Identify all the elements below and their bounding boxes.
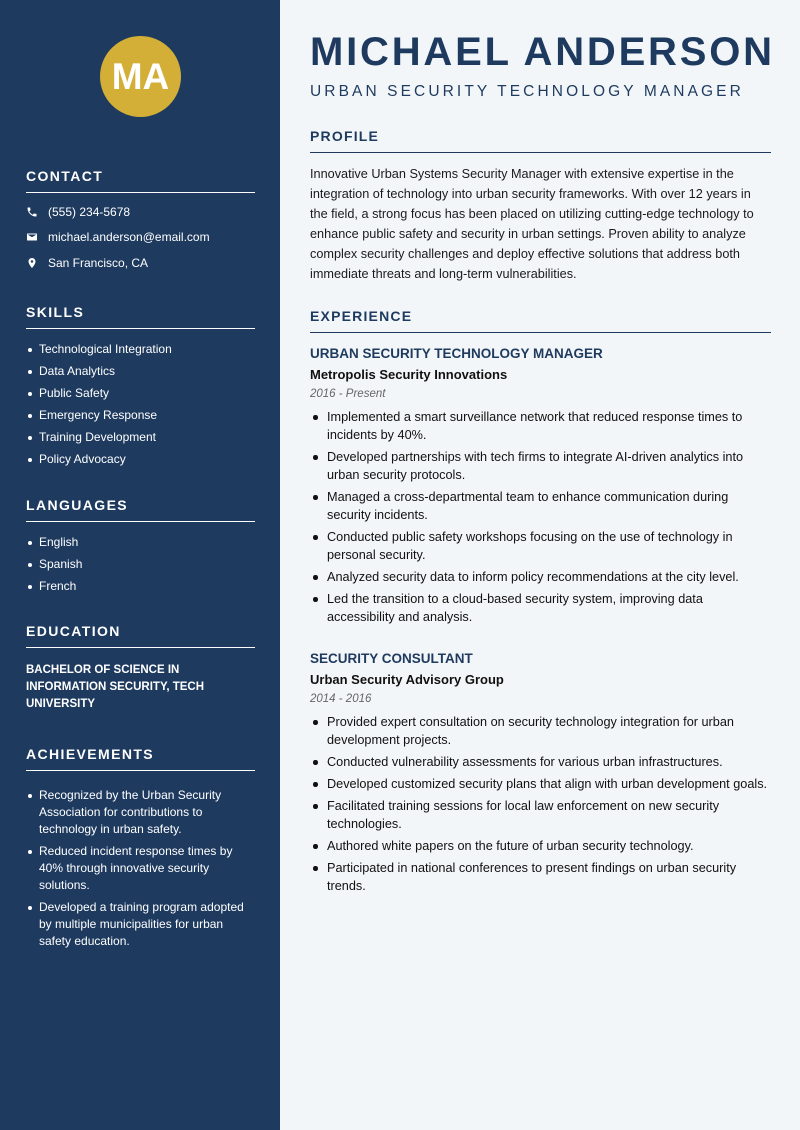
experience-heading: EXPERIENCE (310, 308, 771, 333)
job-entry (310, 346, 771, 630)
job-title: SECURITY CONSULTANT (310, 651, 473, 666)
job-bullet: Authored white papers on the future of urban security technology. (310, 837, 771, 855)
avatar-initials: MA (111, 55, 170, 97)
experience-section (310, 308, 771, 333)
location-text: San Francisco, CA (48, 255, 149, 270)
sidebar (0, 0, 280, 1130)
email-text[interactable]: michael.anderson@email.com (48, 230, 210, 245)
contact-section (26, 168, 255, 276)
job-bullet: Managed a cross-departmental team to enhance communication during security incidents. (310, 488, 771, 524)
job-bullet: Participated in national conferences to present findings on urban security trends. (310, 859, 771, 895)
education-heading: EDUCATION (26, 623, 255, 648)
job-bullet: Implemented a smart surveillance network that reduced response times to incidents by 40%. (310, 408, 771, 444)
job-bullet: Analyzed security data to inform policy recommendations at the city level. (310, 568, 771, 586)
skill-item: Technological Integration (26, 341, 255, 358)
job-bullet: Conducted public safety workshops focusing on the use of technology in personal security. (310, 528, 771, 564)
skill-item: Policy Advocacy (26, 451, 255, 468)
location-pin-icon (26, 257, 38, 269)
phone-icon (26, 206, 38, 218)
job-bullet: Provided expert consultation on security technology integration for urban development projects. (310, 713, 771, 749)
candidate-name: MICHAEL ANDERSON (310, 30, 775, 74)
languages-section (26, 497, 255, 600)
contact-email (26, 225, 255, 251)
achievement-item: Recognized by the Urban Security Association for contributions to technology in urban safety. (26, 787, 255, 838)
skill-item: Training Development (26, 429, 255, 446)
profile-text: Innovative Urban Systems Security Manager with extensive expertise in the integration of technology into urban security frameworks. With over 12 years in the field, a strong focus has been placed on utilizing cutting-edge technology to enhance public safety and security in urban settings. Proven ability to analyze complex security challenges and deploy effective solutions that address both immediate threats and long-term vulnerabilities. (310, 167, 754, 281)
contact-phone (26, 199, 255, 225)
language-item: French (26, 578, 255, 595)
achievements-section (26, 746, 255, 955)
job-dates: 2016 - Present (310, 388, 386, 400)
contact-location (26, 250, 255, 276)
skill-item: Data Analytics (26, 363, 255, 380)
contact-heading: CONTACT (26, 168, 255, 193)
achievements-heading: ACHIEVEMENTS (26, 746, 255, 771)
profile-heading: PROFILE (310, 128, 771, 153)
job-bullet: Developed customized security plans that align with urban development goals. (310, 775, 771, 793)
skill-item: Public Safety (26, 385, 255, 402)
languages-heading: LANGUAGES (26, 497, 255, 522)
skills-heading: SKILLS (26, 304, 255, 329)
education-section (26, 623, 255, 713)
email-icon (26, 231, 38, 243)
job-title: URBAN SECURITY TECHNOLOGY MANAGER (310, 346, 603, 361)
candidate-role: URBAN SECURITY TECHNOLOGY MANAGER (310, 83, 744, 100)
achievement-item: Developed a training program adopted by multiple municipalities for urban safety education. (26, 899, 255, 950)
job-bullet: Conducted vulnerability assessments for various urban infrastructures. (310, 753, 771, 771)
job-entry (310, 651, 771, 899)
achievement-item: Reduced incident response times by 40% through innovative security solutions. (26, 843, 255, 894)
job-company: Metropolis Security Innovations (310, 367, 508, 382)
profile-section (310, 128, 771, 284)
skills-section (26, 304, 255, 473)
job-bullet: Facilitated training sessions for local law enforcement on new security technologies. (310, 797, 771, 833)
avatar (100, 36, 181, 117)
job-dates: 2014 - 2016 (310, 693, 372, 705)
language-item: English (26, 534, 255, 551)
job-bullet: Developed partnerships with tech firms to integrate AI-driven analytics into urban security protocols. (310, 448, 771, 484)
job-bullet: Led the transition to a cloud-based security system, improving data accessibility and analysis. (310, 590, 771, 626)
job-company: Urban Security Advisory Group (310, 672, 504, 687)
education-degree: BACHELOR OF SCIENCE IN INFORMATION SECURITY, TECH UNIVERSITY (26, 664, 205, 710)
skill-item: Emergency Response (26, 407, 255, 424)
phone-text: (555) 234-5678 (48, 204, 131, 219)
language-item: Spanish (26, 556, 255, 573)
